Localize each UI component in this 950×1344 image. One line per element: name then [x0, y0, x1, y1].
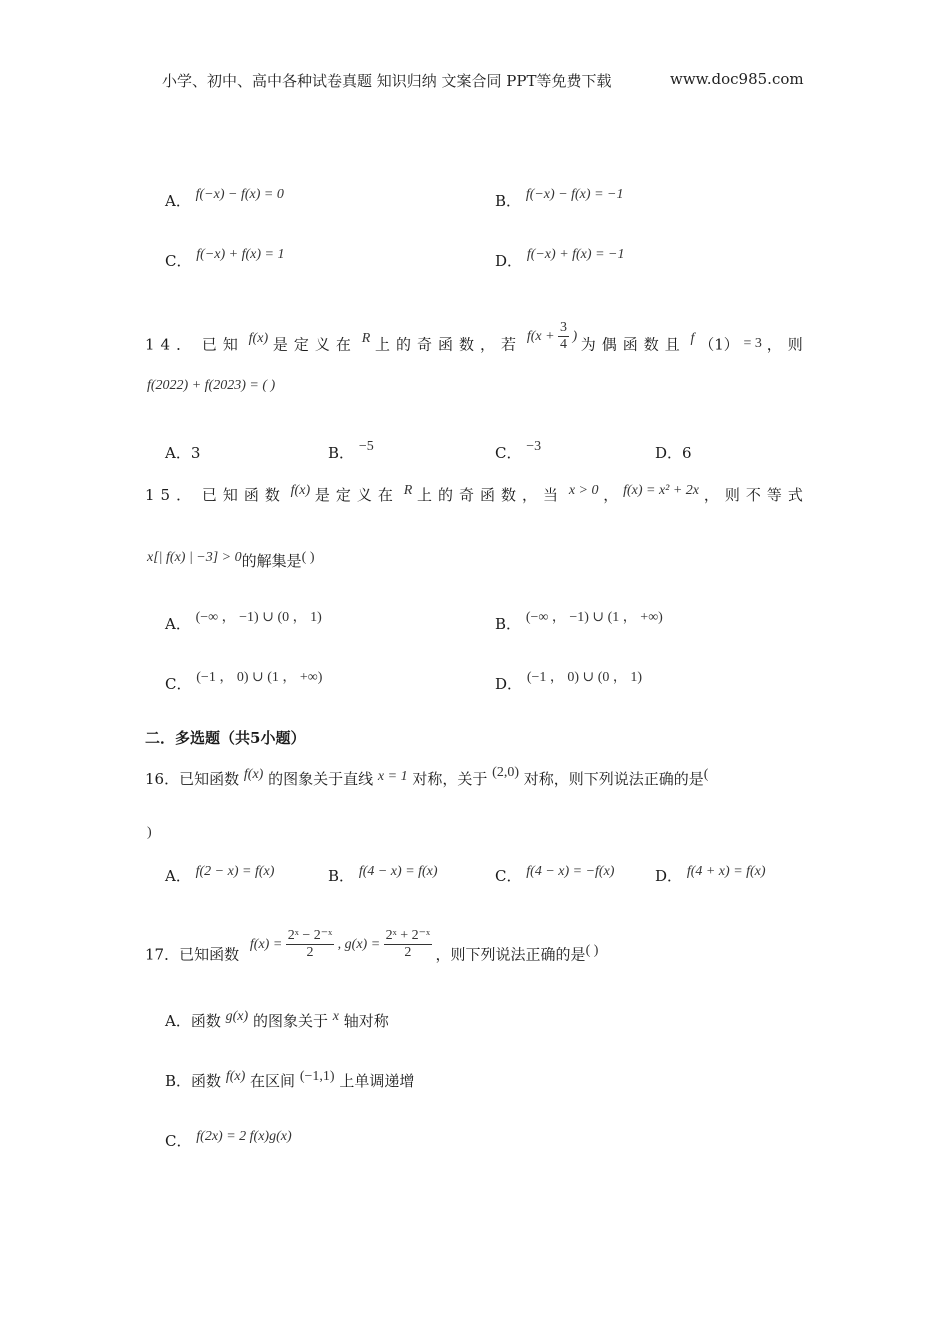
stem-formula: R — [361, 330, 371, 346]
option-label: D． — [655, 444, 683, 462]
option-formula: (−∞ ， −1) ∪ (1 ， +∞) — [525, 610, 663, 625]
q16-stem — [145, 765, 709, 789]
stem-formula: x = 1 — [377, 769, 408, 784]
option-label: D． — [495, 675, 523, 693]
stem-text: 对称，关于 — [412, 770, 488, 788]
answer-paren: ( — [703, 767, 709, 782]
stem-text: 是定义在 — [314, 486, 399, 504]
stem-text: ，则不等式 — [703, 486, 809, 504]
stem-formula: x[| f(x) | −3] > 0 — [147, 550, 242, 565]
q14-stem-line1 — [145, 320, 809, 363]
q14-option-c — [495, 439, 542, 463]
option-value: 6 — [682, 444, 692, 462]
fraction-denominator: 2 — [306, 945, 314, 960]
option-formula: (−1 ， 0) ∪ (0 ， 1) — [526, 670, 643, 685]
option-formula: f(4 − x) = −f(x) — [526, 864, 615, 879]
stem-formula: f(x) — [290, 483, 311, 498]
q13-option-c — [165, 247, 285, 271]
stem-text: 已知 — [201, 335, 244, 354]
q15-option-b — [495, 610, 663, 634]
option-label: A． — [165, 867, 191, 885]
q16-option-b — [328, 865, 438, 886]
stem-text: ，则下列说法正确的是 — [435, 945, 586, 964]
question-number: 16． — [145, 770, 180, 788]
option-text: 函数 — [190, 1012, 221, 1030]
formula-part: ) — [572, 328, 578, 344]
option-formula: g(x) — [225, 1009, 249, 1024]
q13-option-b — [495, 187, 624, 211]
option-label: B． — [328, 867, 355, 885]
q15-stem-line1 — [145, 484, 809, 505]
option-formula: x — [332, 1009, 339, 1024]
question-number: 14． — [145, 335, 198, 354]
q16-option-d — [655, 865, 766, 886]
option-formula: (−1,1) — [299, 1069, 335, 1084]
option-text: 上单调递增 — [339, 1072, 415, 1090]
q16-option-a — [165, 865, 274, 886]
fraction — [558, 320, 569, 353]
stem-formula: = 3 — [743, 335, 762, 351]
stem-text: ，则 — [766, 335, 809, 354]
fraction-numerator: 3 — [560, 320, 568, 335]
q17-stem — [145, 928, 599, 973]
stem-text: （1） — [699, 335, 739, 354]
q15-option-d — [495, 670, 643, 694]
option-value: −3 — [526, 439, 542, 454]
q17-definition-formula — [249, 928, 436, 960]
q16-option-c — [495, 865, 614, 886]
formula-part: , g(x) = — [337, 936, 381, 952]
question-number: 15． — [145, 486, 198, 504]
stem-formula: (2,0) — [492, 765, 519, 780]
stem-formula: R — [403, 483, 413, 498]
option-label: B． — [495, 192, 522, 210]
stem-text: 对称，则下列说法正确的是 — [523, 770, 704, 788]
option-formula: f(2x) = 2 f(x)g(x) — [196, 1129, 292, 1144]
option-formula: (−∞ ， −1) ∪ (0 ， 1) — [195, 610, 322, 625]
q17-option-b — [165, 1070, 414, 1091]
option-formula: f(2 − x) = f(x) — [195, 864, 275, 879]
formula-part: f(x + — [526, 328, 555, 344]
q13-option-d — [495, 247, 625, 271]
stem-text: 的解集是 — [241, 552, 302, 570]
option-formula: f(−x) + f(x) = 1 — [196, 247, 285, 262]
option-formula: f(−x) − f(x) = 0 — [195, 187, 284, 202]
header-url: www.doc985.com — [670, 70, 804, 88]
stem-text: 是定义在 — [272, 335, 357, 354]
q14-option-a — [165, 442, 200, 463]
stem-text: 的图象关于直线 — [268, 770, 374, 788]
fraction-numerator: 2ˣ + 2⁻ˣ — [385, 928, 431, 943]
option-value: −5 — [358, 439, 374, 454]
option-formula: (−1 ， 0) ∪ (1 ， +∞) — [196, 670, 323, 685]
stem-text: ， — [603, 486, 619, 504]
option-label: B． — [495, 615, 522, 633]
option-label: C． — [165, 675, 192, 693]
q16-paren-close: ) — [147, 825, 152, 840]
stem-text: 已知函数 — [201, 486, 286, 504]
q17-option-c — [165, 1130, 292, 1151]
stem-text: 为偶函数且 — [580, 335, 686, 354]
stem-text: 已知函数 — [179, 770, 240, 788]
q17-option-a — [165, 1010, 389, 1031]
stem-formula: f — [690, 330, 695, 346]
stem-formula: f(x) — [248, 330, 269, 346]
option-label: C． — [495, 867, 522, 885]
fraction-denominator: 4 — [560, 337, 568, 352]
option-label: D． — [655, 867, 683, 885]
option-value: 3 — [190, 444, 201, 462]
option-label: B． — [328, 444, 355, 462]
q13-option-a — [165, 187, 284, 211]
option-label: B． — [165, 1072, 192, 1090]
option-label: C． — [165, 1132, 192, 1150]
q14-option-d — [655, 442, 692, 463]
option-formula: f(−x) + f(x) = −1 — [526, 247, 625, 262]
stem-formula: x > 0 — [568, 483, 599, 498]
stem-formula-fraction — [526, 320, 581, 352]
fraction-f — [286, 928, 334, 961]
stem-formula: f(x) = x² + 2x — [623, 483, 700, 498]
q15-stem-line2 — [147, 550, 314, 571]
stem-text: 上的奇函数，若 — [375, 335, 523, 354]
option-formula: f(x) — [225, 1069, 246, 1084]
option-label: A． — [165, 444, 191, 462]
option-formula: f(−x) − f(x) = −1 — [525, 187, 624, 202]
stem-text: 已知函数 — [179, 945, 240, 964]
question-number: 17． — [145, 945, 180, 964]
answer-paren: ( ) — [585, 942, 599, 958]
answer-paren: ( ) — [301, 550, 315, 565]
q15-option-c — [165, 670, 323, 694]
option-label: A． — [165, 615, 191, 633]
formula-part: f(x) = — [249, 936, 283, 952]
option-label: A． — [165, 1012, 191, 1030]
page-header — [162, 70, 612, 91]
option-label: C． — [495, 444, 522, 462]
option-text: 轴对称 — [343, 1012, 389, 1030]
q14-stem-line2: f(2022) + f(2023) = ( ) — [147, 378, 276, 393]
stem-formula: f(x) — [243, 767, 264, 782]
option-label: A． — [165, 192, 191, 210]
option-label: C． — [165, 252, 192, 270]
option-formula: f(4 + x) = f(x) — [686, 864, 766, 879]
section-title: 二．多选题（共5小题） — [145, 729, 306, 747]
q15-option-a — [165, 610, 322, 634]
fraction-denominator: 2 — [404, 945, 412, 960]
option-formula: f(4 − x) = f(x) — [358, 864, 438, 879]
fraction-g — [384, 928, 432, 961]
stem-text: 上的奇函数，当 — [417, 486, 565, 504]
fraction-numerator: 2ˣ − 2⁻ˣ — [287, 928, 333, 943]
option-text: 的图象关于 — [252, 1012, 328, 1030]
option-label: D． — [495, 252, 523, 270]
q14-option-b — [328, 439, 374, 463]
header-text: 小学、初中、高中各种试卷真题 知识归纳 文案合同 PPT等免费下载 — [162, 72, 612, 90]
option-text: 函数 — [191, 1072, 222, 1090]
option-text: 在区间 — [250, 1072, 296, 1090]
